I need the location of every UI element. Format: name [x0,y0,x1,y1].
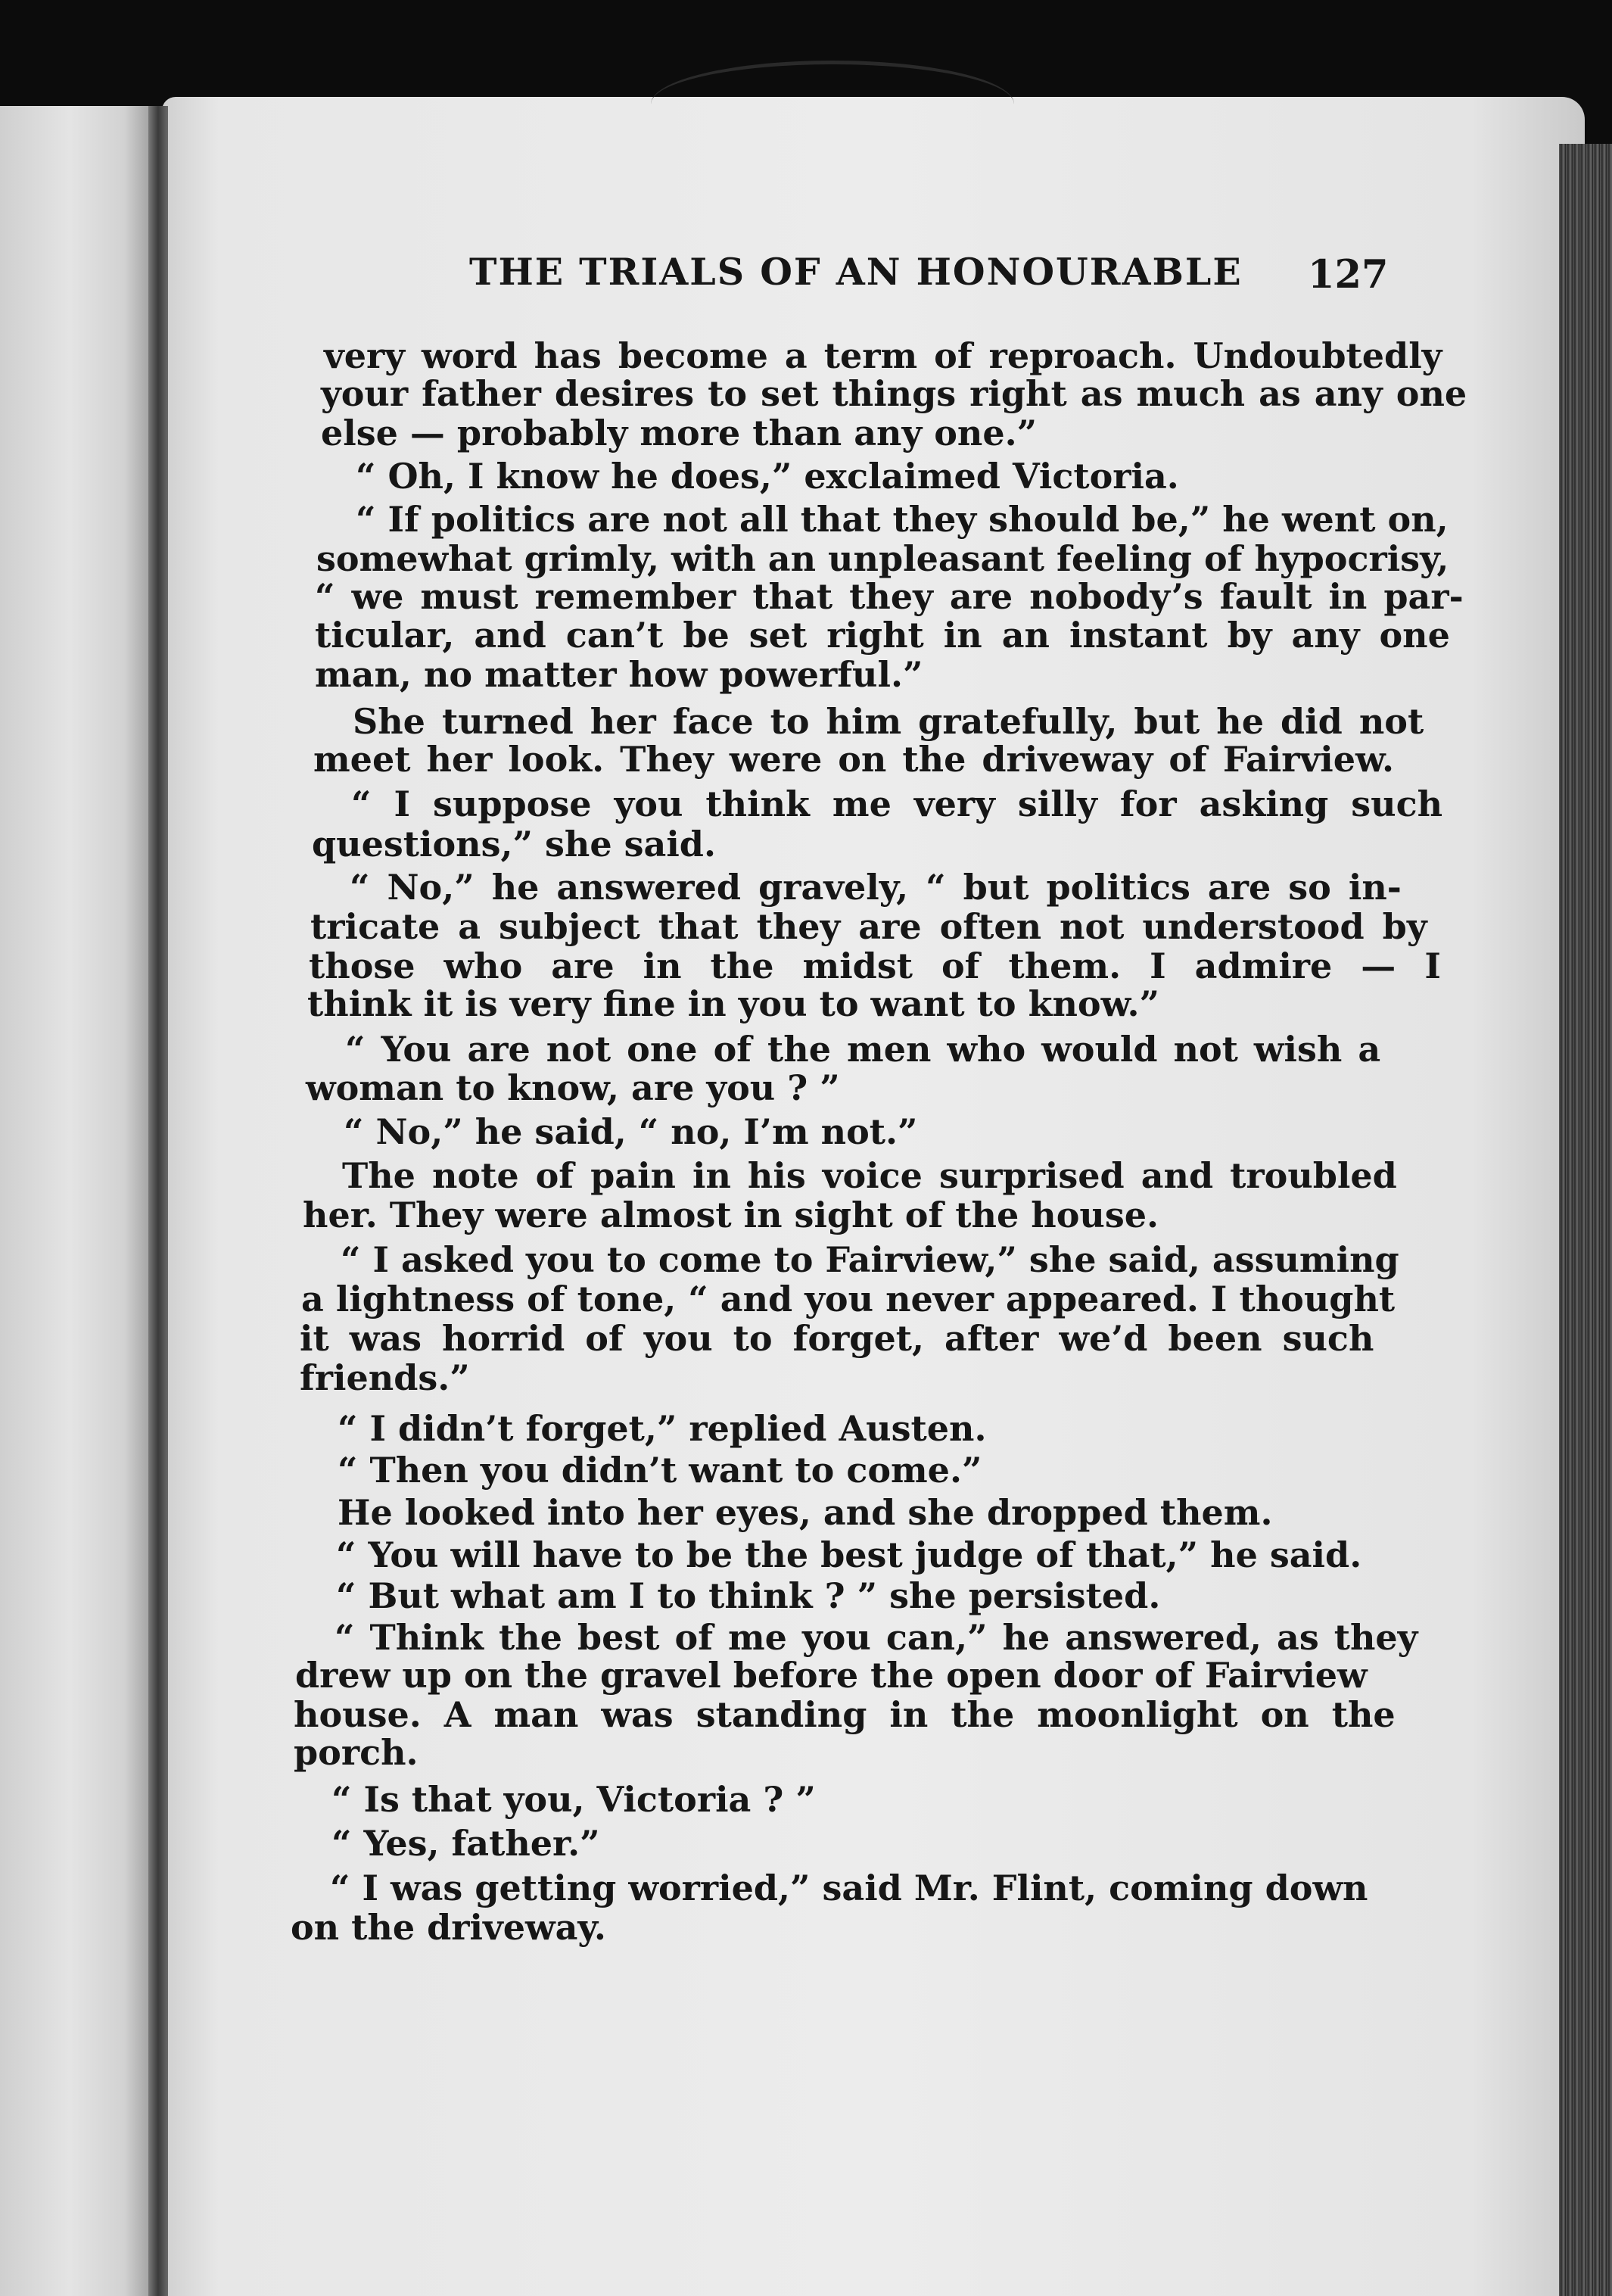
text-line: ticular, and can’t be set right in an instant by any one [315,615,1450,656]
text-line: tricate a subject that they are often not understood by [310,906,1427,947]
text-line: The note of pain in his voice surprised and troubled [342,1155,1397,1196]
text-line: “ But what am I to think ? ” she persisted. [336,1575,1161,1616]
text-line: “ No,” he answered gravely, “ but politics are so in- [350,867,1402,908]
page-number: 127 [1308,252,1389,298]
text-line: drew up on the gravel before the open door of Fairview [295,1655,1368,1696]
text-line: “ I asked you to come to Fairview,” she said, assuming [341,1239,1399,1280]
text-line: “ Think the best of me you can,” he answered, as they [335,1617,1418,1658]
text-line: a lightness of tone, “ and you never appeared. I thought [301,1279,1396,1319]
running-title: THE TRIALS OF AN HONOURABLE [469,250,1243,294]
text-line: “ No,” he said, “ no, I’m not.” [344,1111,918,1152]
text-line: She turned her face to him gratefully, but he did not [353,701,1424,742]
text-line: woman to know, are you ? ” [306,1067,840,1108]
text-line: “ You are not one of the men who would not wish a [345,1029,1381,1070]
text-line: those who are in the midst of them. I admire — I [309,946,1441,986]
text-line: think it is very fine in you to want to know.” [307,983,1160,1024]
text-line: somewhat grimly, with an unpleasant feeling of hypocrisy, [316,538,1449,579]
text-line: meet her look. They were on the driveway of Fairview. [313,739,1394,780]
text-line: very word has become a term of reproach. Undoubtedly [324,335,1442,376]
text-line: “ I didn’t forget,” replied Austen. [338,1408,987,1449]
text-line: “ I was getting worried,” said Mr. Flint, coming down [330,1868,1368,1908]
text-line: your father desires to set things right as much as any one [321,373,1467,414]
text-line: it was horrid of you to forget, after we’d been such [300,1318,1374,1359]
text-line: He looked into her eyes, and she dropped them. [338,1492,1273,1533]
text-line: else — probably more than any one.” [321,413,1038,453]
text-line: “ You will have to be the best judge of that,” he said. [336,1534,1362,1575]
text-line: her. They were almost in sight of the house. [303,1195,1159,1235]
text-line: house. A man was standing in the moonlight on the [294,1694,1396,1735]
text-line: on the driveway. [291,1907,606,1948]
text-line: “ Then you didn’t want to come.” [338,1450,982,1491]
text-line: questions,” she said. [312,824,716,865]
text-line: “ we must remember that they are nobody’s fault in par- [315,576,1464,617]
text-line: “ I suppose you think me very silly for asking such [351,784,1443,824]
text-line: “ Is that you, Victoria ? ” [331,1779,816,1820]
text-line: friends.” [300,1357,470,1398]
text-line: man, no matter how powerful.” [315,654,923,695]
text-line: “ Yes, father.” [331,1823,600,1864]
text-line: “ If politics are not all that they should be,” he went on, [356,499,1449,540]
text-line: porch. [294,1732,419,1773]
text-line: “ Oh, I know he does,” exclaimed Victoria. [356,456,1179,497]
